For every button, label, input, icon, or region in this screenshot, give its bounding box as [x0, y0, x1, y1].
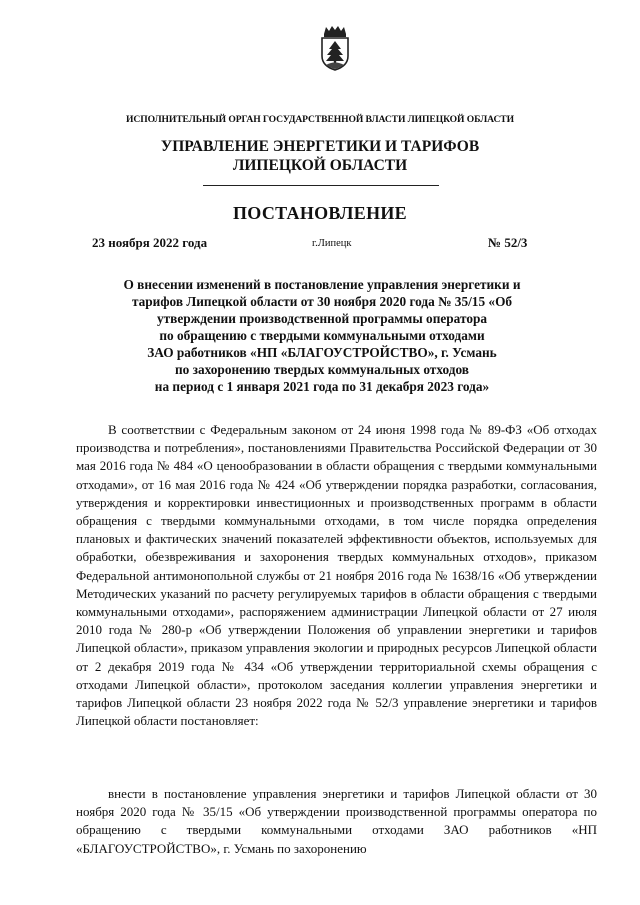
document-number: № 52/3 — [488, 235, 528, 250]
department-line-2: ЛИПЕЦКОЙ ОБЛАСТИ — [232, 157, 408, 174]
organization-title: ИСПОЛНИТЕЛЬНЫЙ ОРГАН ГОСУДАРСТВЕННОЙ ВЛАСТИ ЛИПЕЦКОЙ ОБЛАСТИ — [126, 114, 514, 125]
body-paragraph-1: В соответствии с Федеральным законом от 24 июня 1998 года № 89-ФЗ «Об отходах производства и потребления», постановлениями Правительства Российской Федерации от 30 мая 2016 года № 484 «О ценообразовании в области обращения с твердыми коммунальными отходами», от 16 мая 2016 года № 424 «Об утверждении порядка разработки, согласования, утверждения и корректировки инвестиционных и производственных программ в области обращения с твердыми коммунальными отходами, в том числе порядка определения плановых и фактических значений показателей эффективности объектов, используемых для обработки, обезвреживания и захоронения твердых коммунальных отходов», приказом Федеральной антимонопольной службы от 21 ноября 2016 года № 1638/16 «Об утверждении Методических указаний по расчету регулируемых тарифов в области обращения с твердыми коммунальными отходами», распоряжением администрации Липецкой области от 27 июля 2010 года № 280-р «Об утверждении Положения об управлении энергетики и тарифов Липецкой области», приказом управления экологии и природных ресурсов Липецкой области от 2 декабря 2019 года № 434 «Об утверждении территориальной схемы обращения с отходами Липецкой области», протоколом заседания коллегии управления энергетики и тарифов Липецкой области 23 ноября 2022 года № 52/3 управление энергетики и тарифов Липецкой области постановляет: — [76, 422, 597, 729]
department-line-1: УПРАВЛЕНИЕ ЭНЕРГЕТИКИ И ТАРИФОВ — [160, 138, 480, 155]
subject-line: по обращению с твердыми коммунальными отходами — [159, 328, 485, 343]
document-date: 23 ноября 2022 года — [92, 235, 208, 250]
subject-line: утверждении производственной программы оператора — [156, 311, 488, 326]
lipetsk-coat-of-arms-icon — [317, 24, 353, 72]
subject-line: О внесении изменений в постановление управления энергетики и — [123, 277, 521, 292]
document-type: ПОСТАНОВЛЕНИЕ — [233, 203, 407, 223]
subject-line: на период с 1 января 2021 года по 31 декабря 2023 года» — [154, 379, 490, 394]
subject-line: тарифов Липецкой области от 30 ноября 2020 года № 35/15 «Об — [131, 294, 513, 309]
department-title — [0, 137, 640, 175]
header-divider — [203, 185, 439, 186]
subject-line: ЗАО работников «НП «БЛАГОУСТРОЙСТВО», г. Усмань — [147, 345, 497, 360]
subject-line: по захоронению твердых коммунальных отходов — [175, 362, 469, 377]
document-city: г.Липецк — [312, 238, 352, 249]
document-subject — [96, 276, 548, 395]
body-paragraph-2: внести в постановление управления энергетики и тарифов Липецкой области от 30 ноября 2020 года № 35/15 «Об утверждении производственной программы оператора по обращению с твердыми коммунальными отходами ЗАО работников «НП «БЛАГОУСТРОЙСТВО», г. Усмань по захоронению — [76, 786, 597, 856]
